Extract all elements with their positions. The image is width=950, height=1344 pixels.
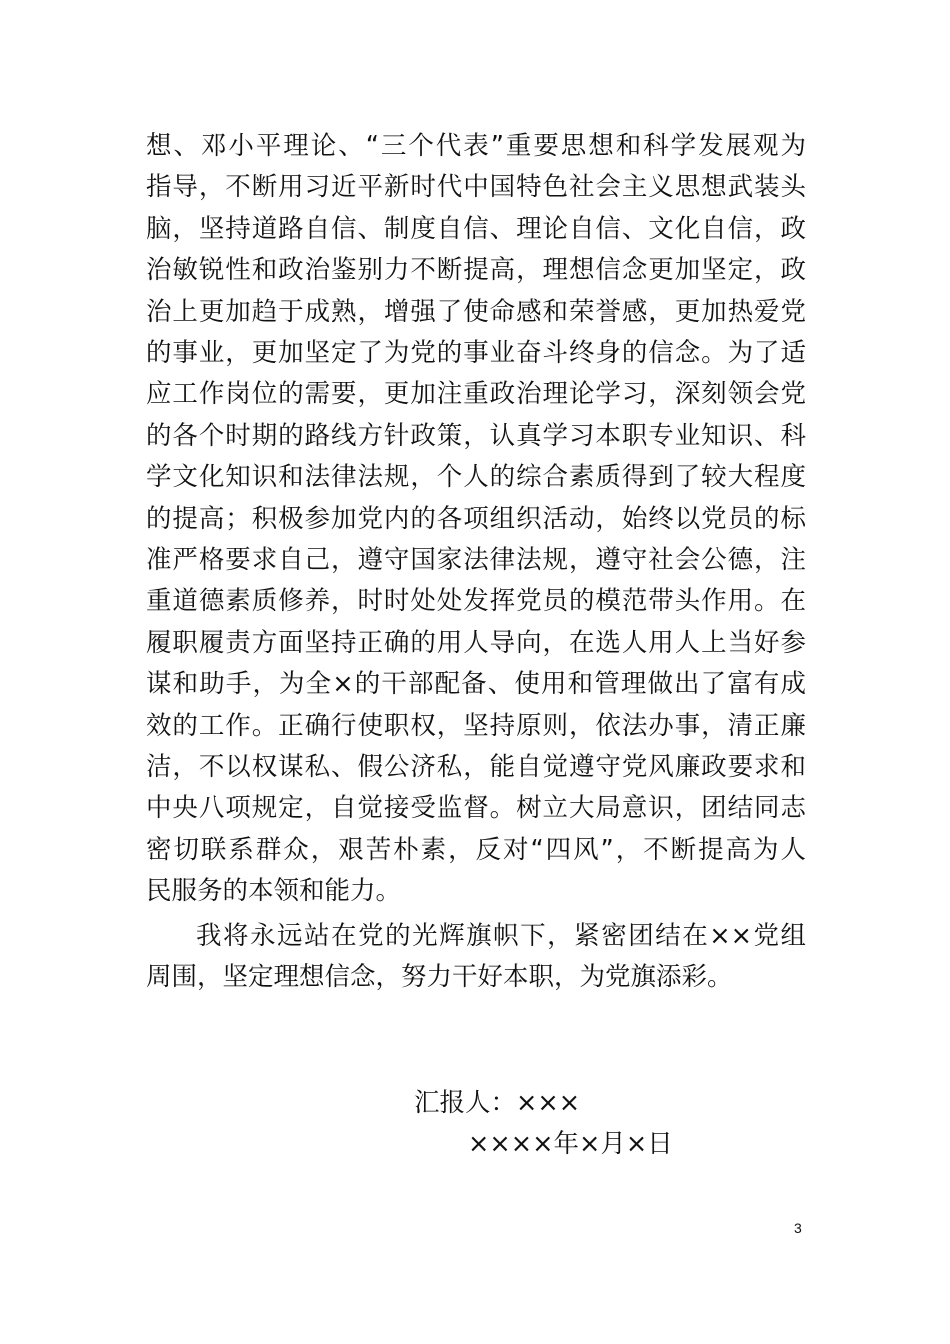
body-line: 指导，不断用习近平新时代中国特色社会主义思想武装头 [146,172,806,203]
closing-line: 我将永远站在党的光辉旗帜下，紧密团结在××党组 [196,921,806,951]
body-line: 的提高；积极参加党内的各项组织活动，始终以党员的标 [146,503,806,534]
body-line: 履职履责方面坚持正确的用人导向，在选人用人上当好参 [146,627,806,658]
body-line: 重道德素质修养，时时处处发挥党员的模范带头作用。在 [146,586,806,617]
body-line: 谋和助手，为全×的干部配备、使用和管理做出了富有成 [146,669,806,700]
body-line: 中央八项规定，自觉接受监督。树立大局意识，团结同志 [146,793,806,824]
body-line: 想、邓小平理论、“三个代表”重要思想和科学发展观为 [146,131,806,161]
body-line: 治上更加趋于成熟，增强了使命感和荣誉感，更加热爱党 [146,296,806,327]
body-line: 脑，坚持道路自信、制度自信、理论自信、文化自信，政 [146,213,806,244]
body-line: 治敏锐性和政治鉴别力不断提高，理想信念更加坚定，政 [146,255,806,286]
body-line: 学文化知识和法律法规，个人的综合素质得到了较大程度 [146,462,806,493]
reporter-signature: 汇报人：××× [414,1088,581,1118]
body-line: 洁，不以权谋私、假公济私，能自觉遵守党风廉政要求和 [146,752,806,782]
signature-date: ××××年×月×日 [468,1129,673,1159]
page-number: 3 [794,1220,802,1236]
body-line: 民服务的本领和能力。 [146,876,402,907]
closing-line: 周围，坚定理想信念，努力干好本职，为党旗添彩。 [146,962,733,993]
body-line: 准严格要求自己，遵守国家法律法规，遵守社会公德，注 [146,545,806,575]
body-line: 的事业，更加坚定了为党的事业奋斗终身的信念。为了适 [146,338,806,368]
body-line: 的各个时期的路线方针政策，认真学习本职专业知识、科 [146,420,806,451]
body-line: 应工作岗位的需要，更加注重政治理论学习，深刻领会党 [146,379,806,410]
body-line: 效的工作。正确行使职权，坚持原则，依法办事，清正廉 [146,710,806,741]
body-line: 密切联系群众，艰苦朴素，反对“四风”，不断提高为人 [146,834,806,865]
